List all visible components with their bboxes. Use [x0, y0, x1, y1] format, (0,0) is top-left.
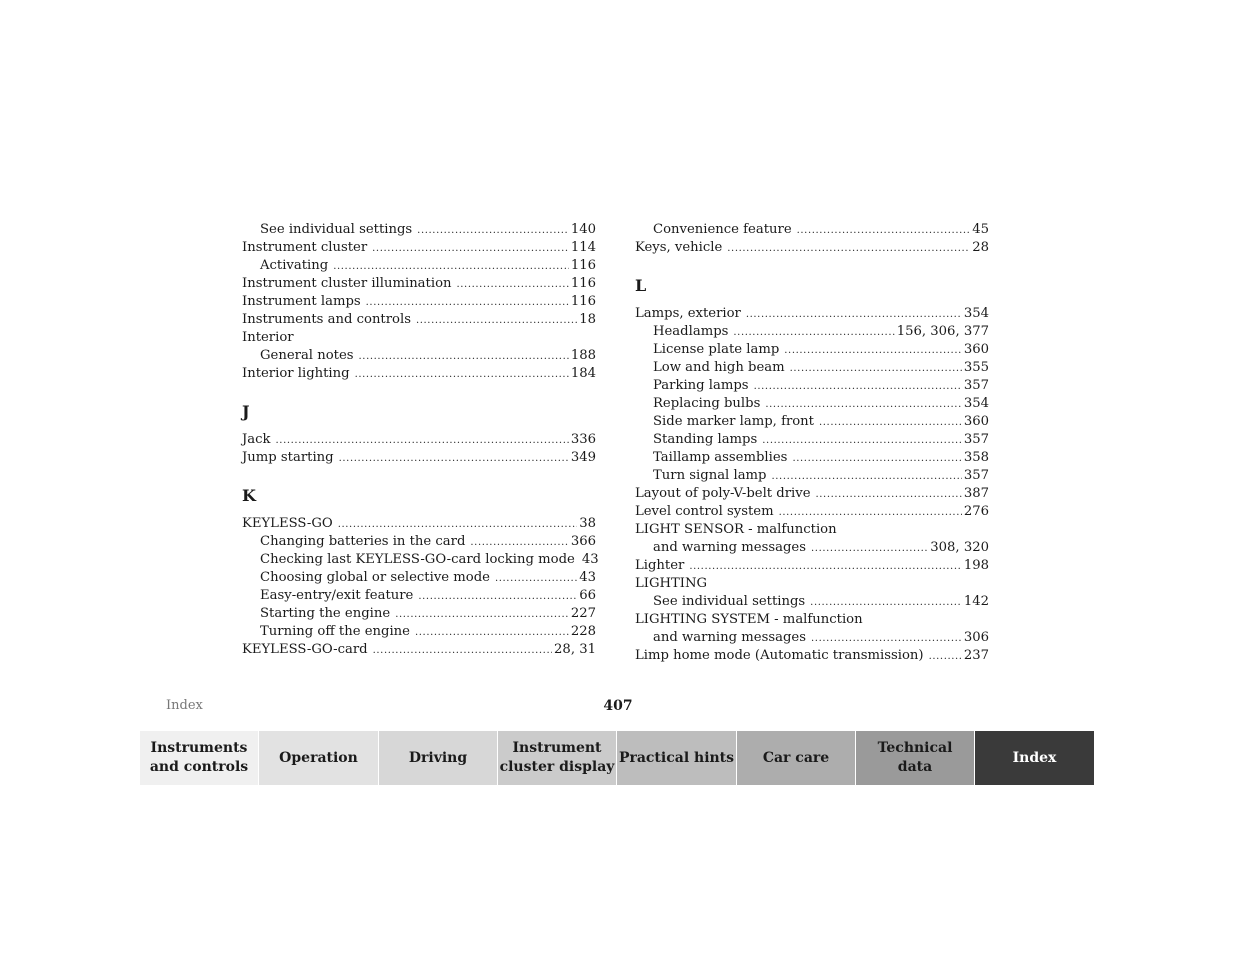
index-subentry	[242, 347, 596, 365]
entry-label: Convenience feature	[653, 222, 792, 237]
index-subentry	[242, 623, 596, 641]
index-subentry	[635, 467, 989, 485]
page-reference: 28, 31	[554, 642, 596, 657]
index-subentry	[242, 551, 599, 569]
page-reference: 114	[570, 240, 596, 255]
entry-label: Turning off the engine	[260, 624, 410, 639]
page-reference: 184	[570, 366, 596, 381]
tab-instruments-and-controls[interactable]: Instruments and controls	[140, 731, 259, 785]
dot-leader	[418, 588, 577, 606]
entry-label: License plate lamp	[653, 342, 780, 357]
index-entry	[242, 329, 596, 347]
page-reference: 366	[570, 534, 596, 549]
entry-label: Lamps, exterior	[635, 306, 741, 321]
page-reference: 354	[963, 306, 989, 321]
entry-label: See individual settings	[260, 222, 413, 237]
page-reference: 360	[963, 414, 989, 429]
index-subentry	[635, 221, 989, 239]
page-reference: 45	[972, 222, 989, 237]
index-subentry	[635, 413, 989, 431]
index-subentry	[242, 257, 596, 275]
entry-label: Taillamp assemblies	[653, 450, 788, 465]
dot-leader	[373, 642, 552, 660]
index-subentry	[635, 395, 989, 413]
entry-label: General notes	[260, 348, 354, 363]
entry-label: Instrument lamps	[242, 294, 361, 309]
page-reference: 66	[579, 588, 596, 603]
dot-leader	[333, 258, 569, 276]
entry-label: Lighter	[635, 558, 685, 573]
dot-leader	[338, 516, 578, 534]
entry-label: Limp home mode (Automatic transmission)	[635, 648, 924, 663]
page-reference: 43	[579, 570, 596, 585]
index-entry	[242, 239, 596, 257]
dot-leader	[355, 366, 569, 384]
dot-leader	[784, 342, 962, 360]
entry-label: Jack	[242, 432, 271, 447]
dot-leader	[395, 606, 569, 624]
page-reference: 306	[963, 630, 989, 645]
entry-label: KEYLESS-GO-card	[242, 642, 368, 657]
entry-label: Changing batteries in the card	[260, 534, 466, 549]
index-entry	[242, 275, 596, 293]
dot-leader	[790, 360, 962, 378]
index-entry	[242, 515, 596, 533]
chapter-tab-bar	[140, 731, 1095, 785]
page-reference: 116	[570, 258, 596, 273]
index-entry	[635, 557, 989, 575]
page-reference: 308, 320	[930, 540, 989, 555]
page-reference: 357	[963, 432, 989, 447]
dot-leader	[366, 294, 569, 312]
entry-label: Layout of poly-V-belt drive	[635, 486, 811, 501]
dot-leader	[276, 432, 569, 450]
entry-label: Jump starting	[242, 450, 334, 465]
dot-leader	[811, 540, 928, 558]
dot-leader	[792, 450, 961, 468]
dot-leader	[417, 222, 569, 240]
index-entry	[635, 575, 989, 593]
page-reference: 357	[963, 468, 989, 483]
entry-label: Low and high beam	[653, 360, 785, 375]
entry-label: Level control system	[635, 504, 774, 519]
page-reference: 237	[963, 648, 989, 663]
tab-index[interactable]: Index	[975, 731, 1095, 785]
tab-driving[interactable]: Driving	[379, 731, 498, 785]
dot-leader	[779, 504, 962, 522]
index-entry	[635, 485, 989, 503]
tab-practical-hints[interactable]: Practical hints	[617, 731, 737, 785]
page-reference: 38	[579, 516, 596, 531]
tab-operation[interactable]: Operation	[259, 731, 379, 785]
entry-label: LIGHT SENSOR - malfunction	[635, 522, 837, 537]
dot-leader	[772, 468, 962, 486]
dot-leader	[359, 348, 569, 366]
page-reference: 156, 306, 377	[896, 324, 989, 339]
entry-label: Choosing global or selective mode	[260, 570, 490, 585]
dot-leader	[495, 570, 577, 588]
page-reference: 387	[963, 486, 989, 501]
dot-leader	[727, 240, 970, 258]
index-letter-heading: J	[242, 402, 250, 421]
index-subentry	[635, 431, 989, 449]
index-entry	[635, 521, 989, 539]
entry-label: Turn signal lamp	[653, 468, 767, 483]
page-reference: 354	[963, 396, 989, 411]
entry-label: Standing lamps	[653, 432, 758, 447]
dot-leader	[746, 306, 962, 324]
page-reference: 28	[972, 240, 989, 255]
page-number: 407	[603, 698, 633, 714]
entry-label: LIGHTING SYSTEM - malfunction	[635, 612, 863, 627]
entry-label: and warning messages	[653, 630, 807, 645]
dot-leader	[810, 594, 962, 612]
index-column-left	[242, 221, 599, 659]
entry-label: Interior lighting	[242, 366, 350, 381]
index-subentry	[635, 341, 989, 359]
page-reference: 355	[963, 360, 989, 375]
dot-leader	[797, 222, 971, 240]
entry-label: See individual settings	[653, 594, 806, 609]
page-reference: 116	[570, 294, 596, 309]
entry-label: Easy-entry/exit feature	[260, 588, 414, 603]
entry-label: LIGHTING	[635, 576, 708, 591]
page-reference: 276	[963, 504, 989, 519]
dot-leader	[754, 378, 962, 396]
entry-label: Instruments and controls	[242, 312, 411, 327]
page-reference: 18	[579, 312, 596, 327]
tab-technical-data[interactable]: Technical data	[856, 731, 975, 785]
dot-leader	[762, 432, 962, 450]
page-reference: 358	[963, 450, 989, 465]
page-reference: 43	[581, 552, 599, 567]
index-entry	[242, 641, 596, 659]
index-entry	[635, 239, 989, 257]
index-entry	[635, 503, 989, 521]
dot-leader	[816, 486, 962, 504]
dot-leader	[415, 624, 569, 642]
index-subentry	[242, 533, 596, 551]
dot-leader	[339, 450, 569, 468]
index-subentry	[242, 605, 596, 623]
dot-leader	[689, 558, 962, 576]
entry-label: KEYLESS-GO	[242, 516, 333, 531]
dot-leader	[811, 630, 962, 648]
entry-label: Activating	[260, 258, 329, 273]
page-reference: 116	[570, 276, 596, 291]
page-reference: 357	[963, 378, 989, 393]
entry-label: Side marker lamp, front	[653, 414, 814, 429]
dot-leader	[372, 240, 569, 258]
page-reference: 228	[570, 624, 596, 639]
dot-leader	[819, 414, 962, 432]
dot-leader	[457, 276, 569, 294]
page-reference: 198	[963, 558, 989, 573]
dot-leader	[416, 312, 577, 330]
index-entry	[635, 305, 989, 323]
tab-instrument-cluster-display[interactable]: Instrument cluster display	[498, 731, 617, 785]
index-subentry	[242, 587, 596, 605]
dot-leader	[470, 534, 568, 552]
index-subentry	[635, 323, 989, 341]
page-reference: 227	[570, 606, 596, 621]
entry-label: Headlamps	[653, 324, 729, 339]
index-letter-heading: K	[242, 486, 256, 505]
dot-leader	[765, 396, 961, 414]
index-subentry	[635, 449, 989, 467]
entry-label: Instrument cluster illumination	[242, 276, 452, 291]
index-entry	[242, 431, 596, 449]
index-entry	[242, 293, 596, 311]
entry-label: Keys, vehicle	[635, 240, 723, 255]
index-entry	[635, 611, 989, 629]
index-entry	[242, 449, 596, 467]
index-entry	[242, 311, 596, 329]
entry-label: and warning messages	[653, 540, 807, 555]
index-entry	[242, 365, 596, 383]
page-reference: 140	[570, 222, 596, 237]
entry-label: Checking last KEYLESS-GO-card locking mode	[260, 552, 575, 567]
tab-car-care[interactable]: Car care	[737, 731, 856, 785]
page-reference: 142	[963, 594, 989, 609]
index-entry	[635, 647, 989, 665]
entry-label: Replacing bulbs	[653, 396, 761, 411]
entry-label: Starting the engine	[260, 606, 391, 621]
index-column-right	[635, 221, 989, 665]
page-reference: 188	[570, 348, 596, 363]
index-subentry	[635, 539, 989, 557]
section-label: Index	[166, 698, 203, 713]
dot-leader	[929, 648, 962, 666]
index-letter-heading: L	[635, 276, 647, 295]
index-subentry	[635, 359, 989, 377]
dot-leader	[733, 324, 894, 342]
index-subentry	[242, 569, 596, 587]
page-reference: 360	[963, 342, 989, 357]
entry-label: Instrument cluster	[242, 240, 368, 255]
index-subentry	[635, 377, 989, 395]
entry-label: Parking lamps	[653, 378, 749, 393]
page-reference: 336	[570, 432, 596, 447]
entry-label: Interior	[242, 330, 294, 345]
index-subentry	[635, 593, 989, 611]
index-subentry	[635, 629, 989, 647]
index-subentry	[242, 221, 596, 239]
page-reference: 349	[570, 450, 596, 465]
